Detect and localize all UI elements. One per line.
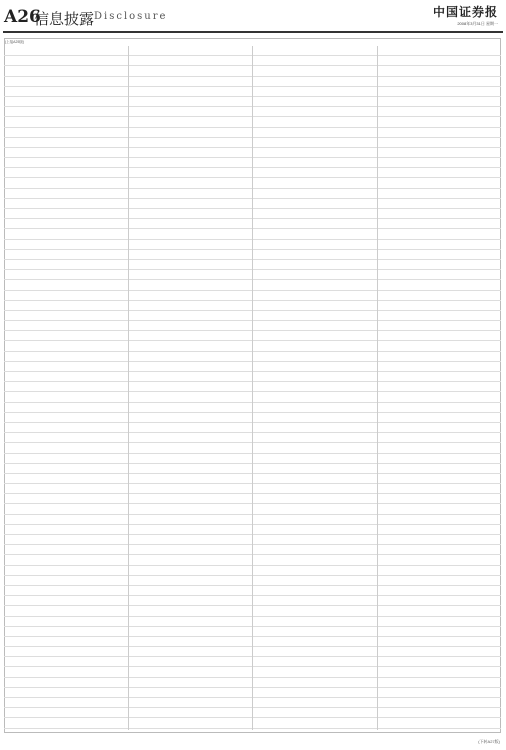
table-row [4, 291, 128, 301]
disclosure-table [4, 46, 501, 730]
table-row [253, 382, 377, 392]
table-row [253, 209, 377, 219]
continued-from-note: (上接A25版) [5, 40, 25, 44]
header-rule [3, 31, 503, 33]
table-row [253, 178, 377, 188]
table-row [253, 260, 377, 270]
table-row [378, 474, 502, 484]
table-row [129, 56, 253, 66]
table-row [129, 168, 253, 178]
table-row [129, 657, 253, 667]
table-row [4, 280, 128, 290]
table-row [253, 454, 377, 464]
table-row [378, 515, 502, 525]
table-row [129, 586, 253, 596]
table-row [129, 423, 253, 433]
table-row [129, 678, 253, 688]
table-row [129, 352, 253, 362]
table-row [378, 107, 502, 117]
table-row [378, 362, 502, 372]
table-row [253, 107, 377, 117]
table-row [129, 667, 253, 677]
table-row [378, 566, 502, 576]
table-row [253, 301, 377, 311]
table-row [4, 637, 128, 647]
table-row [253, 545, 377, 555]
table-row [253, 678, 377, 688]
table-row [129, 250, 253, 260]
table-row [378, 56, 502, 66]
table-row [129, 107, 253, 117]
table-row [129, 576, 253, 586]
table-row [4, 515, 128, 525]
table-row [129, 321, 253, 331]
table-row [378, 504, 502, 514]
table-row [378, 168, 502, 178]
table-row [253, 657, 377, 667]
table-row [4, 117, 128, 127]
table-row [378, 494, 502, 504]
table-row [253, 56, 377, 66]
table-column [4, 46, 129, 730]
table-row [253, 423, 377, 433]
table-row [253, 66, 377, 76]
table-row [253, 270, 377, 280]
table-row [253, 586, 377, 596]
table-row [378, 66, 502, 76]
table-row [378, 352, 502, 362]
table-row [4, 413, 128, 423]
table-row [4, 433, 128, 443]
table-row [253, 199, 377, 209]
page-number: A26 [4, 7, 41, 27]
table-row [253, 46, 377, 56]
table-row [253, 413, 377, 423]
table-row [378, 647, 502, 657]
table-row [253, 566, 377, 576]
table-row [4, 341, 128, 351]
table-row [129, 606, 253, 616]
table-row [129, 413, 253, 423]
table-row [253, 484, 377, 494]
table-row [253, 229, 377, 239]
table-row [378, 382, 502, 392]
table-row [378, 413, 502, 423]
table-row [4, 87, 128, 97]
table-row [129, 525, 253, 535]
table-row [253, 392, 377, 402]
table-row [253, 341, 377, 351]
table-row [378, 291, 502, 301]
table-row [129, 291, 253, 301]
table-row [4, 596, 128, 606]
table-row [253, 158, 377, 168]
table-row [4, 443, 128, 453]
table-row [378, 270, 502, 280]
table-row [253, 240, 377, 250]
table-row [378, 718, 502, 728]
table-row [253, 87, 377, 97]
table-row [378, 189, 502, 199]
table-row [378, 77, 502, 87]
table-row [253, 718, 377, 728]
table-row [4, 586, 128, 596]
table-row [378, 97, 502, 107]
table-row [253, 291, 377, 301]
table-row [129, 535, 253, 545]
table-row [378, 443, 502, 453]
table-row [4, 382, 128, 392]
table-row [253, 708, 377, 718]
table-row [4, 464, 128, 474]
table-row [253, 596, 377, 606]
table-row [4, 362, 128, 372]
table-row [378, 209, 502, 219]
masthead [0, 0, 506, 32]
table-row [378, 576, 502, 586]
table-row [253, 372, 377, 382]
table-row [4, 494, 128, 504]
newspaper-logo: 中国证券报 [432, 5, 498, 19]
table-row [4, 250, 128, 260]
table-row [4, 138, 128, 148]
table-row [253, 189, 377, 199]
table-row [378, 698, 502, 708]
table-row [129, 178, 253, 188]
table-row [378, 250, 502, 260]
table-row [129, 199, 253, 209]
table-row [378, 606, 502, 616]
table-row [378, 423, 502, 433]
table-row [4, 454, 128, 464]
table-row [253, 525, 377, 535]
table-row [253, 504, 377, 514]
table-row [129, 637, 253, 647]
table-row [4, 484, 128, 494]
table-row [378, 617, 502, 627]
table-row [129, 280, 253, 290]
table-row [129, 617, 253, 627]
table-row [378, 331, 502, 341]
table-row [129, 474, 253, 484]
table-row [378, 229, 502, 239]
table-row [129, 464, 253, 474]
table-row [129, 117, 253, 127]
table-row [378, 148, 502, 158]
table-row [4, 555, 128, 565]
table-row [129, 372, 253, 382]
table-row [129, 443, 253, 453]
table-row [378, 199, 502, 209]
table-row [253, 515, 377, 525]
table-row [129, 718, 253, 728]
table-row [378, 321, 502, 331]
table-row [378, 301, 502, 311]
table-row [129, 301, 253, 311]
table-row [129, 219, 253, 229]
table-row [129, 128, 253, 138]
table-row [253, 617, 377, 627]
table-row [253, 138, 377, 148]
table-row [378, 535, 502, 545]
table-row [4, 403, 128, 413]
table-row [4, 189, 128, 199]
table-row [129, 596, 253, 606]
table-row [253, 311, 377, 321]
table-row [378, 454, 502, 464]
table-row [129, 566, 253, 576]
table-row [378, 341, 502, 351]
table-row [129, 729, 253, 730]
table-row [129, 148, 253, 158]
table-row [129, 260, 253, 270]
table-row [253, 433, 377, 443]
table-row [129, 484, 253, 494]
table-row [4, 545, 128, 555]
table-row [4, 525, 128, 535]
table-row [129, 311, 253, 321]
table-row [129, 97, 253, 107]
table-row [253, 321, 377, 331]
table-row [378, 372, 502, 382]
table-row [4, 56, 128, 66]
table-row [253, 280, 377, 290]
table-row [378, 219, 502, 229]
table-row [129, 362, 253, 372]
table-row [4, 219, 128, 229]
table-row [378, 87, 502, 97]
table-row [129, 494, 253, 504]
table-row [129, 433, 253, 443]
table-row [4, 474, 128, 484]
table-row [129, 77, 253, 87]
table-row [253, 362, 377, 372]
table-row [253, 464, 377, 474]
table-row [129, 87, 253, 97]
table-row [253, 535, 377, 545]
table-row [378, 525, 502, 535]
table-row [253, 474, 377, 484]
table-row [253, 576, 377, 586]
table-row [378, 708, 502, 718]
table-row [378, 403, 502, 413]
table-row [4, 566, 128, 576]
table-row [4, 606, 128, 616]
table-row [253, 729, 377, 730]
table-row [129, 647, 253, 657]
table-row [253, 168, 377, 178]
table-row [129, 189, 253, 199]
table-row [129, 240, 253, 250]
table-row [4, 627, 128, 637]
table-row [378, 178, 502, 188]
table-row [378, 280, 502, 290]
dateline: 2008年3月31日 星期一 [457, 21, 498, 26]
table-row [129, 209, 253, 219]
table-row [4, 301, 128, 311]
table-row [129, 403, 253, 413]
table-row [253, 148, 377, 158]
table-row [129, 708, 253, 718]
table-row [4, 209, 128, 219]
table-row [129, 392, 253, 402]
table-row [253, 403, 377, 413]
table-row [378, 729, 502, 730]
table-row [4, 647, 128, 657]
table-row [129, 545, 253, 555]
table-column [378, 46, 502, 730]
table-row [4, 321, 128, 331]
table-row [129, 698, 253, 708]
table-row [378, 545, 502, 555]
table-row [129, 341, 253, 351]
table-row [378, 240, 502, 250]
table-row [378, 138, 502, 148]
table-row [253, 606, 377, 616]
table-row [129, 158, 253, 168]
table-row [378, 667, 502, 677]
table-row [4, 708, 128, 718]
table-row [378, 484, 502, 494]
table-row [378, 433, 502, 443]
section-title-en: Disclosure [94, 11, 168, 22]
table-row [253, 352, 377, 362]
table-row [4, 158, 128, 168]
table-row [253, 128, 377, 138]
table-row [378, 586, 502, 596]
table-row [378, 637, 502, 647]
table-row [4, 240, 128, 250]
table-row [4, 504, 128, 514]
table-row [4, 535, 128, 545]
table-row [253, 667, 377, 677]
table-row [253, 647, 377, 657]
table-row [4, 372, 128, 382]
table-row [4, 148, 128, 158]
table-row [4, 77, 128, 87]
table-row [378, 555, 502, 565]
table-row [253, 219, 377, 229]
table-row [4, 718, 128, 728]
table-row [4, 107, 128, 117]
table-row [129, 515, 253, 525]
table-row [4, 688, 128, 698]
table-row [4, 576, 128, 586]
table-row [253, 688, 377, 698]
table-row [4, 667, 128, 677]
table-row [378, 392, 502, 402]
table-row [253, 331, 377, 341]
table-row [4, 392, 128, 402]
table-row [4, 97, 128, 107]
table-row [4, 270, 128, 280]
table-row [4, 678, 128, 688]
table-row [4, 423, 128, 433]
continued-to-note: (下转A27版) [478, 739, 500, 744]
table-row [378, 657, 502, 667]
table-row [378, 464, 502, 474]
table-row [253, 77, 377, 87]
section-title: 信息披露 [34, 10, 95, 28]
table-row [129, 229, 253, 239]
table-row [378, 117, 502, 127]
table-row [378, 311, 502, 321]
table-column [129, 46, 254, 730]
table-row [253, 627, 377, 637]
table-row [4, 229, 128, 239]
table-row [253, 97, 377, 107]
table-column [253, 46, 378, 730]
table-row [378, 158, 502, 168]
table-row [253, 443, 377, 453]
table-row [253, 555, 377, 565]
table-row [129, 382, 253, 392]
table-row [253, 494, 377, 504]
table-row [129, 138, 253, 148]
table-row [378, 678, 502, 688]
table-row [378, 46, 502, 56]
table-row [129, 331, 253, 341]
table-row [378, 688, 502, 698]
table-row [129, 46, 253, 56]
table-row [4, 178, 128, 188]
table-row [4, 729, 128, 730]
table-row [378, 260, 502, 270]
table-row [253, 698, 377, 708]
table-row [253, 637, 377, 647]
table-row [4, 331, 128, 341]
table-row [378, 627, 502, 637]
table-row [4, 352, 128, 362]
table-row [4, 168, 128, 178]
table-row [4, 617, 128, 627]
table-row [4, 128, 128, 138]
table-row [253, 117, 377, 127]
table-row [129, 555, 253, 565]
table-row [4, 199, 128, 209]
table-row [129, 66, 253, 76]
table-row [129, 504, 253, 514]
table-row [378, 596, 502, 606]
table-row [4, 657, 128, 667]
table-row [129, 454, 253, 464]
table-row [4, 311, 128, 321]
table-row [129, 270, 253, 280]
table-row [253, 250, 377, 260]
table-row [4, 698, 128, 708]
table-row [378, 128, 502, 138]
table-row [4, 46, 128, 56]
table-row [129, 688, 253, 698]
table-row [4, 260, 128, 270]
table-row [129, 627, 253, 637]
table-row [4, 66, 128, 76]
